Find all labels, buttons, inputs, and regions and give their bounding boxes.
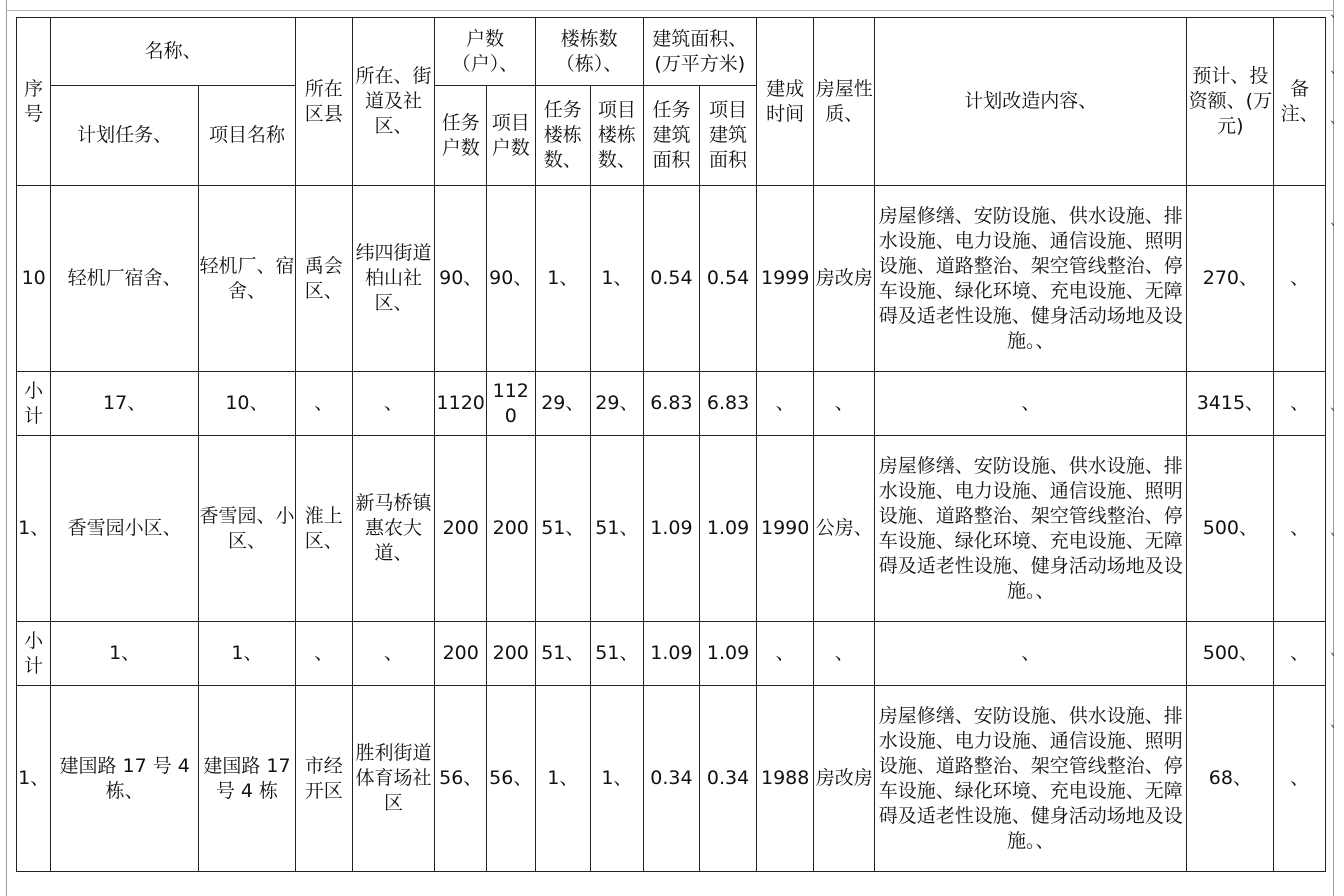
- cell-task-households: 200: [435, 622, 487, 686]
- header-area: 建筑面积、(万平方米): [643, 18, 756, 86]
- page-top-line: [6, 10, 1334, 11]
- header-house-type: 房屋性质、: [814, 18, 875, 186]
- table-row: [17, 686, 1326, 872]
- cell-investment: 500、: [1187, 622, 1274, 686]
- cell-project-households: 200: [486, 622, 535, 686]
- header-task-households: 任务户数: [435, 86, 487, 186]
- cell-street: 新马桥镇惠农大道、: [352, 436, 435, 622]
- cell-house-type: 、: [814, 372, 875, 436]
- cell-plan-content: 房屋修缮、安防设施、供水设施、排水设施、电力设施、通信设施、照明设施、道路整治、架空管线整治、停车设施、绿化环境、充电设施、无障碍及适老性设施、健身活动场地及设施。、: [875, 186, 1187, 372]
- cell-project-buildings: 1、: [591, 186, 644, 372]
- cell-street: 胜利街道体育场社区: [352, 686, 435, 872]
- cell-remark: 、: [1274, 372, 1326, 436]
- header-remark: 备注、: [1274, 18, 1326, 186]
- cell-project-name: 香雪园、小区、: [198, 436, 295, 622]
- corner-mark-row-3: 、: [1330, 523, 1344, 539]
- subtotal-row: [17, 372, 1326, 436]
- cell-house-type: 房改房: [814, 186, 875, 372]
- cell-project-area: 0.34: [700, 686, 757, 872]
- header-seq: 序号: [17, 18, 51, 186]
- cell-district: 、: [295, 622, 352, 686]
- cell-project-area: 6.83: [700, 372, 757, 436]
- cell-plan-task: 17、: [51, 372, 199, 436]
- cell-plan-content: 、: [875, 622, 1187, 686]
- cell-plan-content: 房屋修缮、安防设施、供水设施、排水设施、电力设施、通信设施、照明设施、道路整治、架空管线整治、停车设施、绿化环境、充电设施、无障碍及适老性设施、健身活动场地及设施。、: [875, 436, 1187, 622]
- header-project-area: 项目建筑面积: [700, 86, 757, 186]
- cell-task-buildings: 51、: [535, 622, 591, 686]
- cell-plan-content: 、: [875, 372, 1187, 436]
- corner-mark-row-2: 、: [1330, 398, 1344, 414]
- cell-investment: 68、: [1187, 686, 1274, 872]
- corner-mark-row-1: 、: [1330, 213, 1344, 229]
- cell-project-name: 1、: [198, 622, 295, 686]
- cell-street: 、: [352, 372, 435, 436]
- header-name: 名称、: [51, 18, 296, 86]
- cell-project-buildings: 51、: [591, 436, 644, 622]
- cell-task-area: 1.09: [643, 622, 700, 686]
- header-project-buildings: 项目楼栋数、: [591, 86, 644, 186]
- header-households: 户数（户）、: [435, 18, 535, 86]
- cell-task-buildings: 1、: [535, 186, 591, 372]
- cell-built-year: 、: [756, 622, 814, 686]
- cell-investment: 270、: [1187, 186, 1274, 372]
- header-task-buildings: 任务楼栋数、: [535, 86, 591, 186]
- header-built-year: 建成时间: [756, 18, 814, 186]
- cell-street: 、: [352, 622, 435, 686]
- cell-built-year: 、: [756, 372, 814, 436]
- cell-remark: 、: [1274, 622, 1326, 686]
- cell-district: 、: [295, 372, 352, 436]
- cell-task-area: 0.54: [643, 186, 700, 372]
- header-project-households: 项目户数: [486, 86, 535, 186]
- table-row: [17, 186, 1326, 372]
- cell-investment: 3415、: [1187, 372, 1274, 436]
- cell-plan-task: 香雪园小区、: [51, 436, 199, 622]
- cell-plan-content: 房屋修缮、安防设施、供水设施、排水设施、电力设施、通信设施、照明设施、道路整治、架空管线整治、停车设施、绿化环境、充电设施、无障碍及适老性设施、健身活动场地及设施。、: [875, 686, 1187, 872]
- cell-plan-task: 1、: [51, 622, 199, 686]
- renovation-plan-table: [16, 17, 1326, 872]
- cell-remark: 、: [1274, 186, 1326, 372]
- cell-task-area: 1.09: [643, 436, 700, 622]
- cell-district: 禹会区、: [295, 186, 352, 372]
- header-project-name: 项目名称: [198, 86, 295, 186]
- cell-seq: 小计: [17, 622, 51, 686]
- cell-project-area: 1.09: [700, 622, 757, 686]
- cell-project-households: 56、: [486, 686, 535, 872]
- cell-project-households: 200: [486, 436, 535, 622]
- cell-task-buildings: 29、: [535, 372, 591, 436]
- cell-task-area: 6.83: [643, 372, 700, 436]
- cell-task-buildings: 1、: [535, 686, 591, 872]
- table-row: [17, 436, 1326, 622]
- cell-seq: 10: [17, 186, 51, 372]
- header-task-area: 任务建筑面积: [643, 86, 700, 186]
- cell-house-type: 、: [814, 622, 875, 686]
- cell-task-households: 56、: [435, 686, 487, 872]
- page-edge-right: [1333, 0, 1334, 896]
- cell-built-year: 1999: [756, 186, 814, 372]
- corner-mark-header: 、: [1330, 61, 1344, 77]
- cell-project-name: 建国路 17 号 4 栋: [198, 686, 295, 872]
- header-street: 所在、街道及社区、: [352, 18, 435, 186]
- cell-built-year: 1988: [756, 686, 814, 872]
- header-investment: 预计、投资额、(万元): [1187, 18, 1274, 186]
- header-row-1: [17, 18, 1326, 86]
- cell-district: 市经开区: [295, 686, 352, 872]
- cell-project-name: 10、: [198, 372, 295, 436]
- cell-remark: 、: [1274, 686, 1326, 872]
- cell-task-households: 90、: [435, 186, 487, 372]
- cell-plan-task: 建国路 17 号 4 栋、: [51, 686, 199, 872]
- header-plan-task: 计划任务、: [51, 86, 199, 186]
- cell-house-type: 公房、: [814, 436, 875, 622]
- header-buildings: 楼栋数（栋）、: [535, 18, 643, 86]
- cell-house-type: 房改房: [814, 686, 875, 872]
- cell-task-households: 1120: [435, 372, 487, 436]
- header-plan-content: 计划改造内容、: [875, 18, 1187, 186]
- cell-task-buildings: 51、: [535, 436, 591, 622]
- corner-mark-header-2: 、: [1330, 111, 1344, 127]
- cell-project-name: 轻机厂、宿舍、: [198, 186, 295, 372]
- corner-mark-row-4: 、: [1330, 643, 1344, 659]
- cell-seq: 小计: [17, 372, 51, 436]
- subtotal-row: [17, 622, 1326, 686]
- cell-project-households: 1120: [486, 372, 535, 436]
- cell-investment: 500、: [1187, 436, 1274, 622]
- corner-mark-top: 、: [1330, 5, 1344, 21]
- cell-project-buildings: 29、: [591, 372, 644, 436]
- cell-project-buildings: 1、: [591, 686, 644, 872]
- cell-built-year: 1990: [756, 436, 814, 622]
- cell-seq: 1、: [17, 436, 51, 622]
- cell-project-buildings: 51、: [591, 622, 644, 686]
- cell-plan-task: 轻机厂宿舍、: [51, 186, 199, 372]
- header-district: 所在区县: [295, 18, 352, 186]
- page-edge-left: [6, 0, 7, 896]
- cell-remark: 、: [1274, 436, 1326, 622]
- corner-mark-row-5: 、: [1330, 715, 1344, 731]
- cell-project-households: 90、: [486, 186, 535, 372]
- cell-project-area: 0.54: [700, 186, 757, 372]
- cell-task-area: 0.34: [643, 686, 700, 872]
- cell-task-households: 200: [435, 436, 487, 622]
- cell-district: 淮上区、: [295, 436, 352, 622]
- cell-project-area: 1.09: [700, 436, 757, 622]
- cell-street: 纬四街道柏山社区、: [352, 186, 435, 372]
- cell-seq: 1、: [17, 686, 51, 872]
